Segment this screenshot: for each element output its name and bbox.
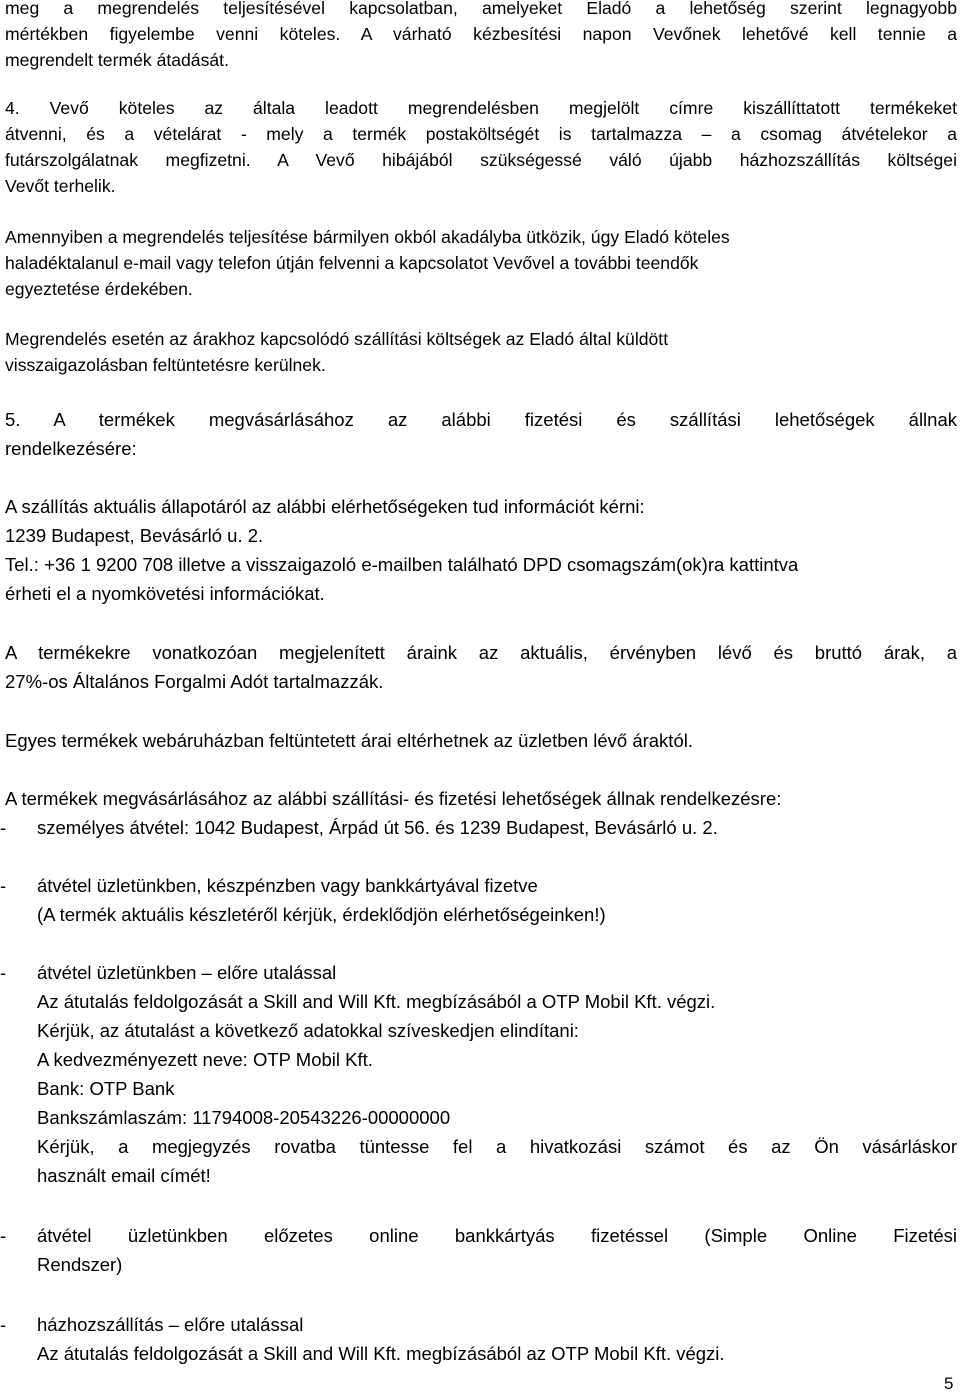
text-line: A termékek megvásárlásához az alábbi szállítási- és fizetési lehetőségek állnak rendelkezésre: — [5, 788, 782, 809]
paragraph-shipping-costs — [5, 326, 957, 378]
text-line: Kérjük, az átutalást a következő adatokkal szíveskedjen elindítani: — [37, 1020, 579, 1041]
text-line: (A termék aktuális készletéről kérjük, érdeklődjön elérhetőségeinken!) — [37, 904, 606, 925]
text-line: Rendszer) — [37, 1254, 123, 1275]
paragraph-shipping-status — [5, 492, 957, 608]
text-line: megrendelt termék átadását. — [5, 50, 229, 70]
text-line: Amennyiben a megrendelés teljesítése bármilyen okból akadályba ütközik, úgy Eladó köteles — [5, 227, 730, 247]
list-item — [0, 958, 957, 1190]
paragraph-continuation — [5, 0, 957, 73]
list-item — [0, 871, 957, 929]
text-line: meg a megrendelés teljesítésével kapcsolatban, amelyeket Eladó a lehetőség szerint legnagyobb — [5, 0, 957, 18]
text-line: használt email címét! — [37, 1165, 211, 1186]
text-line: 1239 Budapest, Bevásárló u. 2. — [5, 525, 264, 546]
text-line: Bank: OTP Bank — [37, 1078, 175, 1099]
paragraph-order-issue — [5, 224, 957, 302]
text-line: 4. Vevő köteles az általa leadott megrendelésben megjelölt címre kiszállíttatott termékeket — [5, 98, 957, 118]
text-line: Az átutalás feldolgozását a Skill and Will Kft. megbízásából a OTP Mobil Kft. végzi. — [37, 991, 716, 1012]
text-line: visszaigazolásban feltüntetésre kerülnek. — [5, 355, 326, 375]
text-line: Az átutalás feldolgozását a Skill and Will Kft. megbízásából az OTP Mobil Kft. végzi. — [37, 1343, 725, 1364]
text-line: érheti el a nyomkövetési információkat. — [5, 583, 325, 604]
paragraph-prices — [5, 638, 957, 696]
text-line: futárszolgálatnak megfizetni. A Vevő hibájából szükségessé váló újabb házhozszállítás költségei — [5, 150, 957, 170]
list-dash: - — [0, 817, 7, 838]
text-line: Tel.: +36 1 9200 708 illetve a visszaigazoló e-mailben található DPD csomagszám(ok)ra kattintva — [5, 554, 799, 575]
text-line: Egyes termékek webáruházban feltüntetett árai eltérhetnek az üzletben lévő áraktól. — [5, 730, 693, 751]
list-dash: - — [0, 962, 7, 983]
text-line: átvétel üzletünkben, készpénzben vagy bankkártyával fizetve — [37, 875, 538, 896]
text-line: A termékekre vonatkozóan megjelenített áraink az aktuális, érvényben lévő és bruttó árak, a — [5, 642, 957, 663]
text-line: házhozszállítás – előre utalással — [37, 1314, 304, 1335]
text-line: 5. A termékek megvásárlásához az alábbi fizetési és szállítási lehetőségek állnak — [5, 409, 957, 430]
paragraph-store-prices — [5, 726, 957, 755]
text-line: haladéktalanul e-mail vagy telefon útján felvenni a kapcsolatot Vevővel a további teendők — [5, 253, 699, 273]
paragraph-options-intro — [5, 784, 957, 813]
text-line: egyeztetése érdekében. — [5, 279, 193, 299]
text-line: Kérjük, a megjegyzés rovatba tüntesse fel a hivatkozási számot és az Ön vásárláskor — [37, 1136, 957, 1157]
list-item — [0, 813, 957, 842]
text-line: A kedvezményezett neve: OTP Mobil Kft. — [37, 1049, 373, 1070]
text-line: Bankszámlaszám: 11794008-20543226-00000000 — [37, 1107, 451, 1128]
list-dash: - — [0, 1314, 7, 1335]
text-line: átvenni, és a vételárat - mely a termék postaköltségét is tartalmazza – a csomag átvételekor a — [5, 124, 957, 144]
text-line: személyes átvétel: 1042 Budapest, Árpád út 56. és 1239 Budapest, Bevásárló u. 2. — [37, 817, 718, 838]
text-line: 27%-os Általános Forgalmi Adót tartalmazzák. — [5, 671, 384, 692]
text-line: Megrendelés esetén az árakhoz kapcsolódó szállítási költségek az Eladó által küldött — [5, 329, 669, 349]
list-item — [0, 1310, 957, 1368]
paragraph-section-5 — [5, 405, 957, 463]
text-line: átvétel üzletünkben előzetes online bankkártyás fizetéssel (Simple Online Fizetési — [37, 1225, 957, 1246]
text-line: A szállítás aktuális állapotáról az alábbi elérhetőségeken tud információt kérni: — [5, 496, 645, 517]
text-line: mértékben figyelembe venni köteles. A várható kézbesítési napon Vevőnek lehetővé kell tennie a — [5, 24, 957, 44]
list-item — [0, 1221, 957, 1279]
page-number: 5 — [944, 1374, 954, 1393]
list-dash: - — [0, 875, 7, 896]
text-line: átvétel üzletünkben – előre utalással — [37, 962, 337, 983]
text-line: rendelkezésére: — [5, 438, 137, 459]
list-dash: - — [0, 1225, 7, 1246]
paragraph-section-4 — [5, 95, 957, 199]
text-line: Vevőt terhelik. — [5, 176, 116, 196]
